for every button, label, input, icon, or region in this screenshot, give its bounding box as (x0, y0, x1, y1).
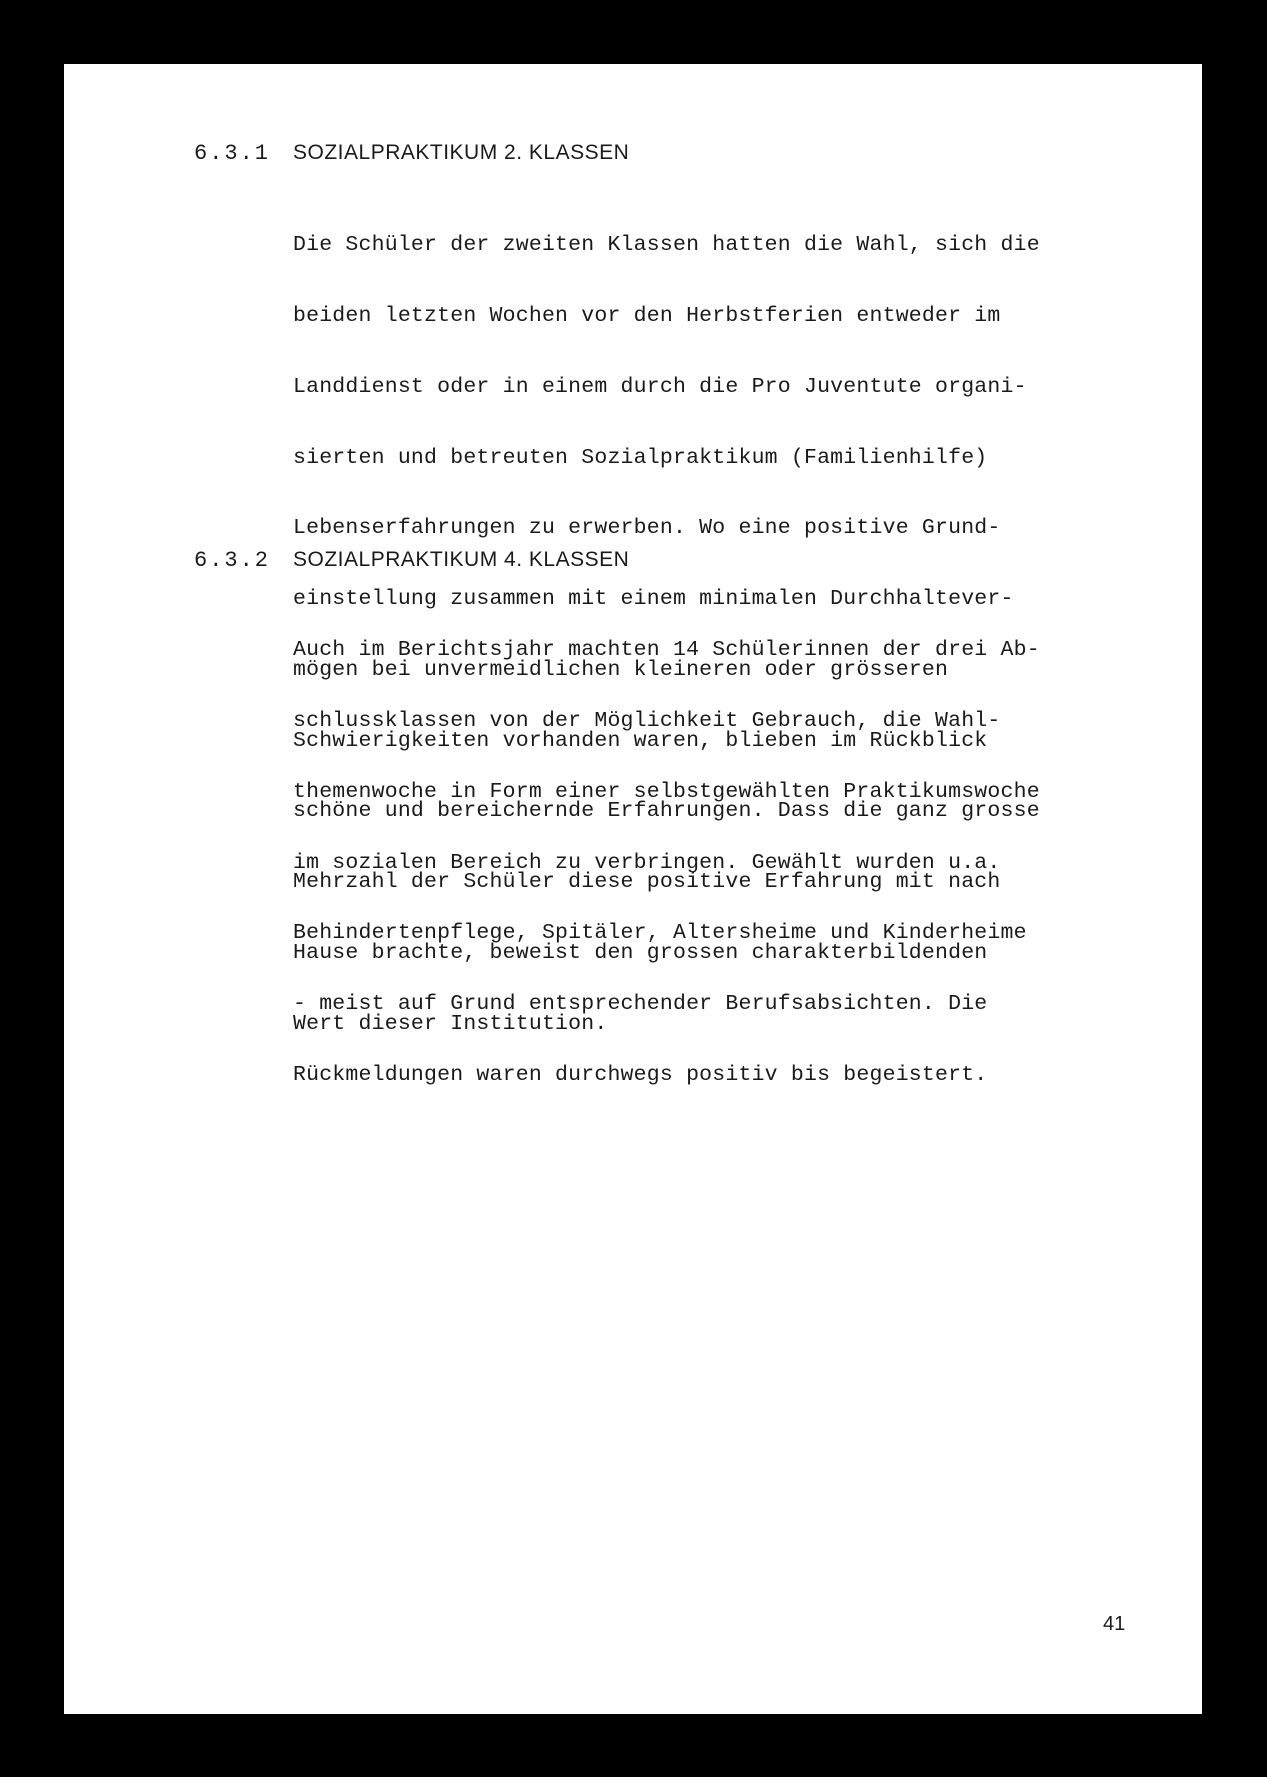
body-line: schöne und bereichernde Erfahrungen. Dass die ganz grosse (293, 799, 1040, 824)
body-line: sierten und betreuten Sozialpraktikum (Familienhilfe) (293, 445, 988, 470)
body-line: Behindertenpflege, Spitäler, Altersheime und Kinderheime (293, 921, 1027, 946)
body-line: - meist auf Grund entsprechender Berufsabsichten. Die (293, 992, 988, 1017)
document-page (64, 64, 1202, 1714)
body-line: themenwoche in Form einer selbstgewählten Praktikumswoche (293, 779, 1040, 804)
section-number: 6.3.2 (194, 548, 271, 573)
body-line: Mehrzahl der Schüler diese positive Erfahrung mit nach (293, 870, 1001, 895)
body-line: Hause brachte, beweist den grossen charakterbildenden (293, 941, 988, 965)
section-body (293, 592, 1040, 1135)
body-line: schlussklassen von der Möglichkeit Gebrauch, die Wahl- (293, 708, 1001, 733)
body-line: Auch im Berichtsjahr machten 14 Schülerinnen der drei Ab- (293, 638, 1040, 663)
body-line: mögen bei unvermeidlichen kleineren oder grösseren (293, 657, 949, 682)
body-line: Landdienst oder in einem durch die Pro Juventute organi- (293, 374, 1027, 399)
section-title: SOZIALPRAKTIKUM 2. KLASSEN (293, 141, 630, 164)
body-line: einstellung zusammen mit einem minimalen Durchhaltever- (293, 587, 1014, 612)
body-line: Die Schüler der zweiten Klassen hatten die Wahl, sich die (293, 233, 1040, 258)
body-line: beiden letzten Wochen vor den Herbstferien entweder im (293, 303, 1001, 328)
body-line: Lebenserfahrungen zu erwerben. Wo eine positive Grund- (293, 516, 1001, 541)
body-line: Rückmeldungen waren durchwegs positiv bis begeistert. (293, 1062, 988, 1087)
body-line: Wert dieser Institution. (293, 1011, 608, 1036)
section-number: 6.3.1 (194, 141, 271, 166)
body-line: Schwierigkeiten vorhanden waren, blieben im Rückblick (293, 728, 988, 753)
section-title: SOZIALPRAKTIKUM 4. KLASSEN (293, 548, 630, 571)
body-line: im sozialen Bereich zu verbringen. Gewählt wurden u.a. (293, 850, 1001, 875)
page-number: 41 (1103, 1613, 1126, 1635)
